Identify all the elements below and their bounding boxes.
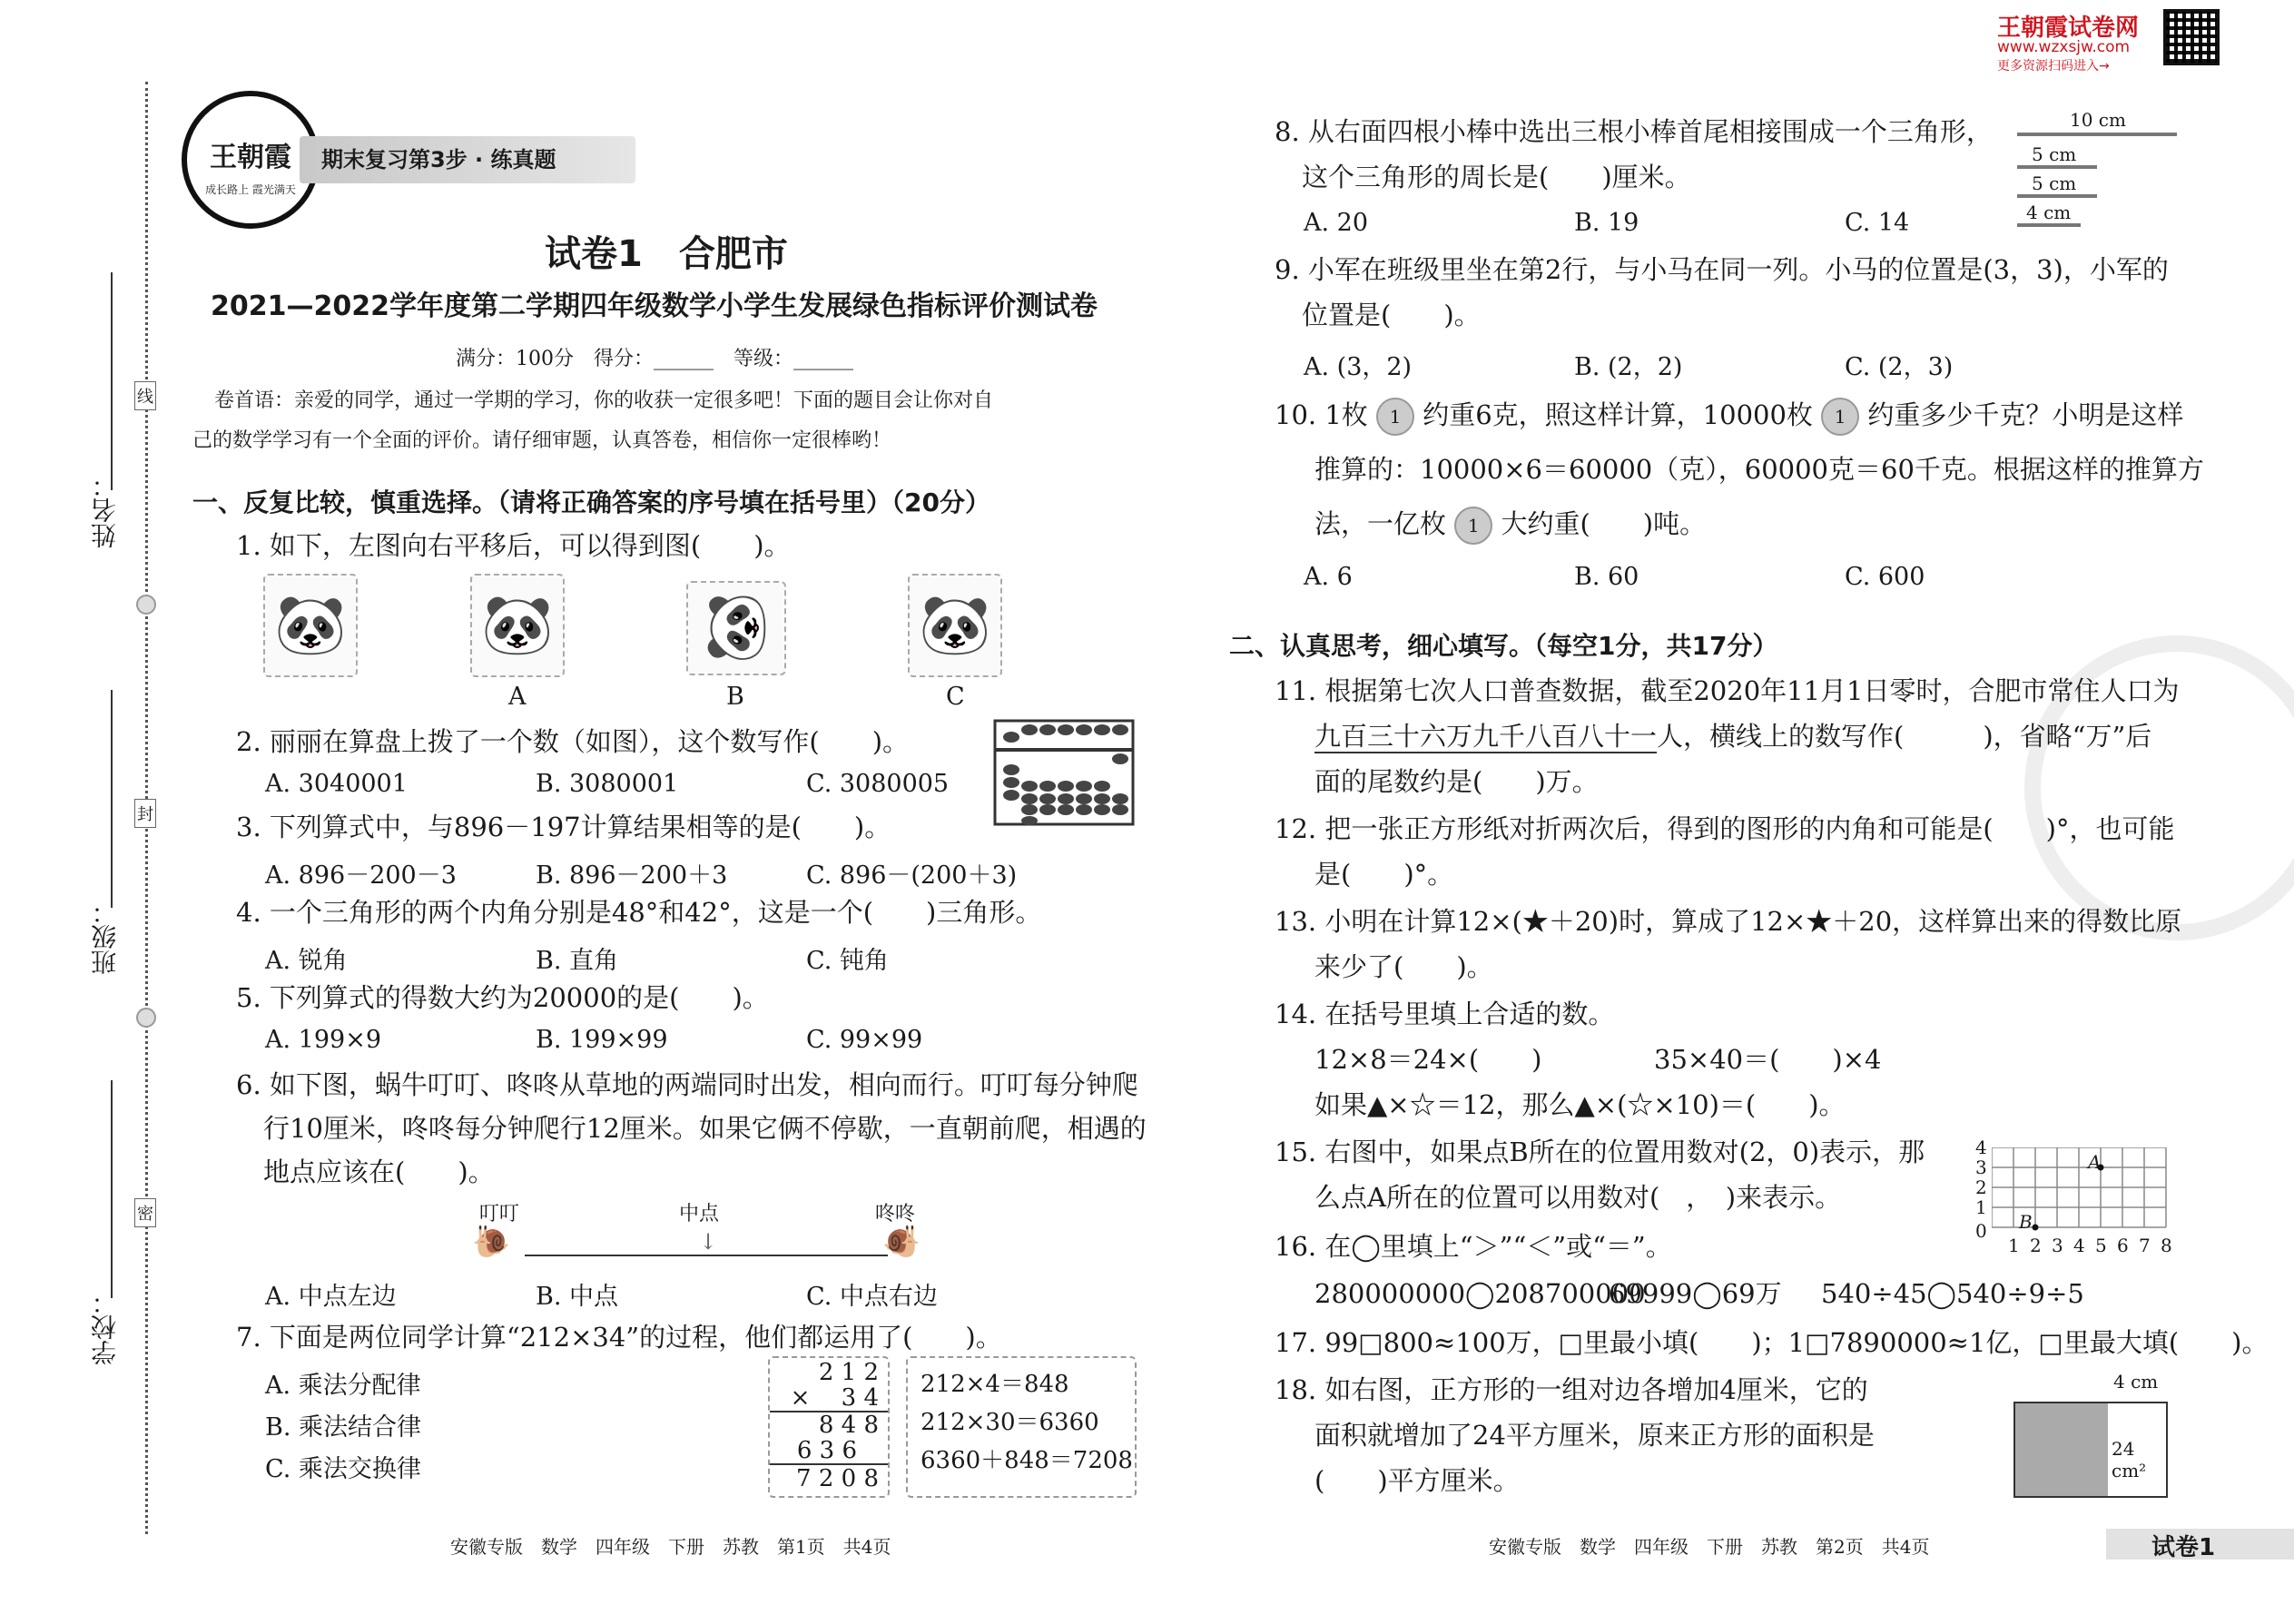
q6-line-1: 6. 如下图，蜗牛叮叮、咚咚从草地的两端同时出发，相向而行。叮叮每分钟爬 (236, 1069, 1138, 1100)
class-underline (111, 690, 113, 908)
q4-option-b: B. 直角 (536, 947, 619, 975)
intro-line-1: 卷首语：亲爱的同学，通过一学期的学习，你的收获一定很多吧！下面的题目会让你对自 (214, 389, 994, 412)
q14-item-c: 如果▲×☆＝12，那么▲×(☆×10)＝( )。 (1314, 1089, 1846, 1120)
q9-line-2: 位置是( )。 (1302, 300, 1481, 330)
q8-option-b: B. 19 (1574, 209, 1639, 237)
q16-item-a: 280000000◯208700000 (1314, 1278, 1646, 1309)
cut-mark-1: 线 (134, 381, 156, 410)
grid-y-label-2: 2 (1975, 1176, 1987, 1198)
stick-3-label: 5 cm (2032, 172, 2077, 194)
panda-option-a-image: 🐼 (470, 574, 565, 677)
school-underline (111, 1080, 113, 1298)
q10-line-1a: 10. 1枚 (1275, 399, 1368, 430)
q7-step-2: 212×30＝6360 (921, 1409, 1099, 1436)
paper-subtitle: 2021—2022学年度第二学期四年级数学小学生发展绿色指标评价测试卷 (211, 290, 1098, 322)
q13-line-2: 来少了( )。 (1314, 951, 1493, 982)
panda-option-c-image: 🐼 (908, 574, 1002, 677)
q6-line-3: 地点应该在( )。 (263, 1156, 495, 1187)
q18-line-1: 18. 如右图，正方形的一组对边各增加4厘米，它的 (1275, 1374, 1868, 1405)
q16-text: 16. 在◯里填上“＞”“＜”或“＝”。 (1275, 1231, 1672, 1262)
q6-option-a: A. 中点左边 (265, 1283, 397, 1311)
q6-option-c: C. 中点右边 (806, 1283, 938, 1311)
chapter-banner (300, 136, 635, 183)
q5-option-b: B. 199×99 (536, 1026, 668, 1054)
stick-2-label: 5 cm (2032, 143, 2077, 165)
q14-item-b: 35×40＝( )×4 (1654, 1044, 1882, 1075)
q7-calc-row-2: × 3 4 (770, 1385, 888, 1412)
q10-line-3b: 大约重( )吨。 (1501, 508, 1707, 539)
q2-option-b: B. 3080001 (536, 770, 679, 798)
site-brand-url[interactable]: www.wzxsjw.com (1997, 38, 2131, 56)
midpoint-arrow-icon: ↓ (699, 1229, 718, 1255)
binding-hole-2 (136, 1008, 156, 1028)
q3-text: 3. 下列算式中，与896－197计算结果相等的是( )。 (236, 812, 891, 842)
grass-path-line (525, 1255, 888, 1256)
snail-right-icon: 🐌 (882, 1224, 921, 1260)
coin-icon: 1 (1454, 507, 1492, 545)
school-label: 学校： (90, 1289, 120, 1365)
stick-1 (2017, 133, 2177, 136)
snail-dingding-label: 叮叮 (479, 1203, 520, 1225)
q7-calc-row-5: 7 2 0 8 (796, 1465, 879, 1492)
q13-line-1: 13. 小明在计算12×(★＋20)时，算成了12×★＋20，这样算出来的得数比原 (1275, 906, 2182, 937)
q11-underlined-number: 九百三十六万九千八百八十一 (1314, 721, 1658, 752)
site-brand-title: 王朝霞试卷网 (1997, 15, 2140, 42)
grid-x-label-2: 2 (2030, 1235, 2042, 1256)
footer-left: 安徽专版 数学 四年级 下册 苏教 第1页 共4页 (450, 1536, 891, 1558)
snail-dongdong-label: 咚咚 (875, 1203, 916, 1225)
q9-option-c: C. (2，3) (1845, 353, 1954, 381)
q10-line-1b: 约重6克，照这样计算，10000枚 (1423, 399, 1813, 430)
q9-option-b: B. (2，2) (1574, 353, 1683, 381)
q7-calc-row-3: 8 4 8 (818, 1412, 879, 1439)
q4-option-c: C. 钝角 (806, 947, 889, 975)
q1-label-b: B (726, 683, 744, 711)
chapter-banner-text: 期末复习第3步 · 练真题 (321, 147, 556, 172)
paper-title: 试卷1 合肥市 (545, 233, 788, 275)
q15-line-1: 15. 右图中，如果点B所在的位置用数对(2，0)表示，那 (1275, 1137, 1925, 1167)
q15-line-2: 么点A所在的位置可以用数对( ， )来表示。 (1314, 1182, 1842, 1213)
stick-4-label: 4 cm (2026, 202, 2072, 223)
seal-subtext: 成长路上 霞光满天 (205, 183, 296, 196)
sticks-figure (2013, 109, 2177, 227)
q7-vertical-calc-box (768, 1356, 890, 1498)
abacus-figure (993, 719, 1135, 826)
q8-line-2: 这个三角形的周长是( )厘米。 (1302, 162, 1691, 192)
grid-y-label-3: 3 (1975, 1156, 1987, 1178)
original-square (2013, 1402, 2110, 1498)
q10-line-1c: 约重多少千克？小明是这样 (1867, 399, 2184, 430)
q5-option-a: A. 199×9 (265, 1026, 381, 1054)
q4-option-a: A. 锐角 (265, 947, 348, 975)
stick-4 (2017, 223, 2081, 227)
q3-option-b: B. 896－200＋3 (536, 861, 728, 890)
q6-line-2: 行10厘米，咚咚每分钟爬行12厘米。如果它俩不停歇，一直朝前爬，相遇的 (263, 1113, 1147, 1144)
q16-item-b: 69999◯69万 (1609, 1278, 1782, 1309)
q11-line-3: 面的尾数约是( )万。 (1314, 766, 1599, 797)
panda-original-image: 🐼 (263, 574, 358, 677)
q2-option-a: A. 3040001 (265, 770, 408, 798)
q12-line-1: 12. 把一张正方形纸对折两次后，得到的图形的内角和可能是( )°，也可能 (1275, 813, 2175, 844)
name-label: 姓名： (90, 472, 120, 548)
q1-label-a: A (508, 683, 527, 711)
q1-text: 1. 如下，左图向右平移后，可以得到图( )。 (236, 530, 791, 561)
score-line: 满分：100分 得分：______ 等级：______ (456, 348, 853, 370)
q11-line-1: 11. 根据第七次人口普查数据，截至2020年11月1日零时，合肥市常住人口为 (1275, 675, 2180, 706)
q7-option-b: B. 乘法结合律 (265, 1413, 422, 1442)
q14-text: 14. 在括号里填上合适的数。 (1275, 999, 1615, 1029)
q14-item-a: 12×8＝24×( ) (1314, 1044, 1542, 1075)
qr-code-icon[interactable] (2163, 9, 2220, 65)
section1-heading: 一、反复比较，慎重选择。（请将正确答案的序号填在括号里）（20分） (192, 487, 990, 517)
q6-option-b: B. 中点 (536, 1283, 619, 1311)
grid-x-label-4: 4 (2073, 1235, 2085, 1256)
q10-line-3a: 法，一亿枚 (1314, 508, 1447, 539)
cut-mark-3: 密 (134, 1198, 156, 1227)
cut-mark-2: 封 (134, 799, 156, 828)
fig-area-label: 24 cm² (2112, 1438, 2147, 1481)
midpoint-label: 中点 (679, 1203, 720, 1225)
q16-item-c: 540÷45◯540÷9÷5 (1821, 1278, 2084, 1309)
q12-line-2: 是( )°。 (1314, 859, 1454, 890)
stick-3 (2017, 194, 2097, 198)
grid-x-label-5: 5 (2095, 1235, 2107, 1256)
q7-step-1: 212×4＝848 (921, 1371, 1069, 1398)
q8-option-c: C. 14 (1845, 209, 1910, 237)
q3-option-a: A. 896－200－3 (265, 861, 457, 890)
section2-heading: 二、认真思考，细心填写。（每空1分，共17分） (1229, 631, 1778, 661)
stick-1-label: 10 cm (2070, 109, 2126, 131)
class-label: 班级： (90, 899, 120, 975)
grid-x-label-3: 3 (2052, 1235, 2063, 1256)
grid-x-label-8: 8 (2161, 1235, 2172, 1256)
coin-icon: 1 (1376, 398, 1414, 436)
q2-option-c: C. 3080005 (806, 770, 950, 798)
square-area-figure (2013, 1371, 2171, 1498)
q10-option-c: C. 600 (1845, 563, 1925, 591)
site-brand-tip: 更多资源扫码进入→ (1997, 59, 2110, 74)
coin-icon: 1 (1821, 398, 1859, 436)
q9-line-1: 9. 小军在班级里坐在第2行，与小马在同一列。小马的位置是(3，3)，小军的 (1275, 254, 2169, 285)
q5-option-c: C. 99×99 (806, 1026, 923, 1054)
grid-point-a-label: A (2088, 1151, 2102, 1173)
q17-text: 17. 99□800≈100万，□里最小填( )；1□7890000≈1亿，□里最大填( )。 (1275, 1327, 2269, 1358)
q7-option-c: C. 乘法交换律 (265, 1455, 421, 1483)
q11-line-2 (1314, 715, 2151, 757)
intro-line-2: 己的数学学习有一个全面的评价。请仔细审题，认真答卷，相信你一定很棒哟！ (192, 429, 892, 452)
q1-label-c: C (946, 683, 965, 711)
fig-4cm-label: 4 cm (2113, 1371, 2159, 1393)
q10-line-2: 推算的：10000×6＝60000（克），60000克＝60千克。根据这样的推算方 (1314, 454, 2204, 485)
q10-line-1 (1275, 394, 2183, 436)
q8-line-1: 8. 从右面四根小棒中选出三根小棒首尾相接围成一个三角形， (1275, 116, 1993, 147)
q2-text: 2. 丽丽在算盘上拨了一个数（如图），这个数写作( )。 (236, 726, 910, 757)
name-underline (111, 272, 113, 490)
q11-line-2b: 人，横线上的数写作( )，省略“万”后 (1657, 721, 2152, 752)
q7-text: 7. 下面是两位同学计算“212×34”的过程，他们都运用了( )。 (236, 1322, 1002, 1353)
snail-figure (472, 1198, 935, 1262)
q18-line-2: 面积就增加了24平方厘米，原来正方形的面积是 (1314, 1420, 1875, 1451)
grid-x-label-1: 1 (2008, 1235, 2020, 1256)
stick-2 (2017, 165, 2097, 169)
footer-tag: 试卷1 (2151, 1534, 2216, 1561)
q10-option-b: B. 60 (1574, 563, 1639, 591)
grid-y-label-4: 4 (1975, 1137, 1987, 1158)
q18-line-3: ( )平方厘米。 (1314, 1465, 1520, 1496)
q9-option-a: A. (3，2) (1304, 353, 1413, 381)
q3-option-c: C. 896－(200＋3) (806, 861, 1018, 890)
q10-line-3 (1314, 503, 1706, 545)
q7-calc-row-1: 2 1 2 (818, 1359, 879, 1386)
q7-calc-row-4: 6 3 6 (770, 1438, 888, 1465)
panda-option-b-image: 🐼 (686, 581, 786, 675)
q7-step-3: 6360＋848＝7208 (921, 1447, 1133, 1474)
grid-y-label-1: 1 (1975, 1196, 1987, 1218)
q5-text: 5. 下列算式的得数大约为20000的是( )。 (236, 982, 769, 1013)
grid-x-label-6: 6 (2117, 1235, 2129, 1256)
coordinate-grid-figure (1972, 1137, 2181, 1258)
q10-option-a: A. 6 (1304, 563, 1353, 591)
q8-option-a: A. 20 (1304, 209, 1369, 237)
q7-steps-box (906, 1356, 1137, 1498)
q4-text: 4. 一个三角形的两个内角分别是48°和42°，这是一个( )三角形。 (236, 897, 1042, 928)
grid-x-label-0: 0 (1975, 1220, 1987, 1242)
q7-option-a: A. 乘法分配律 (265, 1372, 421, 1400)
footer-right: 安徽专版 数学 四年级 下册 苏教 第2页 共4页 (1489, 1536, 1930, 1558)
binding-hole-1 (136, 595, 156, 615)
grid-point-b-label: B (2019, 1211, 2033, 1233)
snail-left-icon: 🐌 (472, 1224, 511, 1260)
grid-x-label-7: 7 (2139, 1235, 2151, 1256)
seal-text: 王朝霞 (210, 142, 291, 173)
